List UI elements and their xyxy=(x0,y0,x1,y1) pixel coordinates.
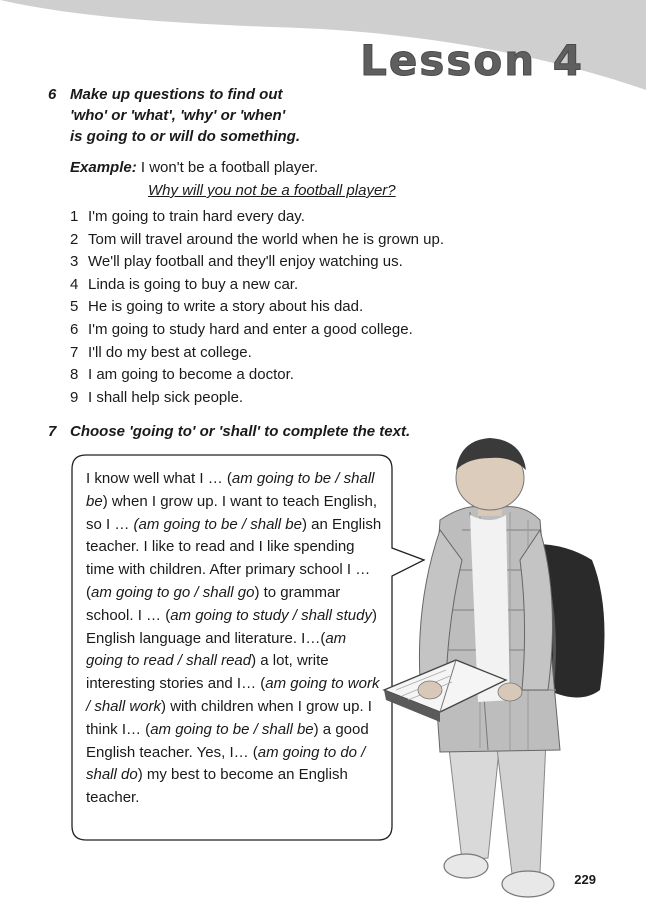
item-text: He is going to write a story about his dad. xyxy=(88,298,364,316)
item-number: 6 xyxy=(70,320,79,338)
text-segment: ) when I grow up. I want to teach English, so I … xyxy=(86,492,378,533)
answer-option: am going to work / shall work xyxy=(86,675,380,715)
item-number: 4 xyxy=(70,275,79,293)
text-segment: ) English language and literature. I…( xyxy=(86,606,377,647)
item-text: I'm going to study hard and enter a good college. xyxy=(88,320,413,338)
exercise6-number: 6 xyxy=(48,86,57,103)
exercise7-heading: Choose 'going to' or 'shall' to complete the text. xyxy=(70,423,411,440)
item-text: Linda is going to buy a new car. xyxy=(88,275,299,293)
item-text: I'm going to train hard every day. xyxy=(88,208,305,225)
text-segment: ) to grammar school. I … ( xyxy=(86,583,341,624)
item-text: Tom will travel around the world when he is grown up. xyxy=(88,230,445,248)
item-number: 5 xyxy=(70,298,79,316)
text-segment: ) with children when I grow up. I think I… ( xyxy=(86,697,372,738)
text-segment: ) an English teacher. I like to read and I like spending time with children. After primary school I …( xyxy=(86,515,382,601)
exercise6-heading-line: 'who' or 'what', 'why' or 'when' xyxy=(70,107,286,124)
exercise6-heading-line: is going to or will do something. xyxy=(70,128,300,145)
answer-option: am going to go / shall go xyxy=(91,583,255,601)
answer-option: am going to study / shall study xyxy=(170,606,372,624)
answer-option: am going to read / shall read xyxy=(86,629,347,670)
text-segment: ) a good English teacher. Yes, I… ( xyxy=(86,720,369,761)
example-answer: Why will you not be a football player? xyxy=(148,182,396,199)
text-segment: I know well what I … ( xyxy=(86,470,232,487)
text-segment: ) a lot, write interesting stories and I… ( xyxy=(86,652,329,693)
item-text: We'll play football and they'll enjoy watching us. xyxy=(88,253,403,271)
page-number: 229 xyxy=(574,872,596,887)
item-number: 2 xyxy=(70,230,79,248)
item-number: 7 xyxy=(70,343,79,361)
item-number: 8 xyxy=(70,366,79,384)
item-text: I'll do my best at college. xyxy=(88,343,252,361)
item-number: 3 xyxy=(70,253,79,271)
lesson-title: Lesson 4 xyxy=(360,36,584,85)
item-number: 1 xyxy=(70,208,79,225)
item-text: I shall help sick people. xyxy=(88,388,244,406)
answer-option: (am going to be / shall be xyxy=(133,515,302,533)
answer-option: am going to be / shall be xyxy=(86,470,375,510)
item-text: I am going to become a doctor. xyxy=(88,366,294,384)
exercise6-heading-line: Make up questions to find out xyxy=(70,86,283,103)
answer-option: am going to do / shall do xyxy=(86,743,366,784)
example-label: Example: xyxy=(70,159,137,176)
example-sentence: I won't be a football player. xyxy=(140,159,319,176)
text-segment: ) my best to become an English teacher. xyxy=(86,766,348,807)
answer-option: am going to be / shall be xyxy=(150,720,314,738)
item-number: 9 xyxy=(70,388,79,406)
exercise7-number: 7 xyxy=(48,423,57,440)
